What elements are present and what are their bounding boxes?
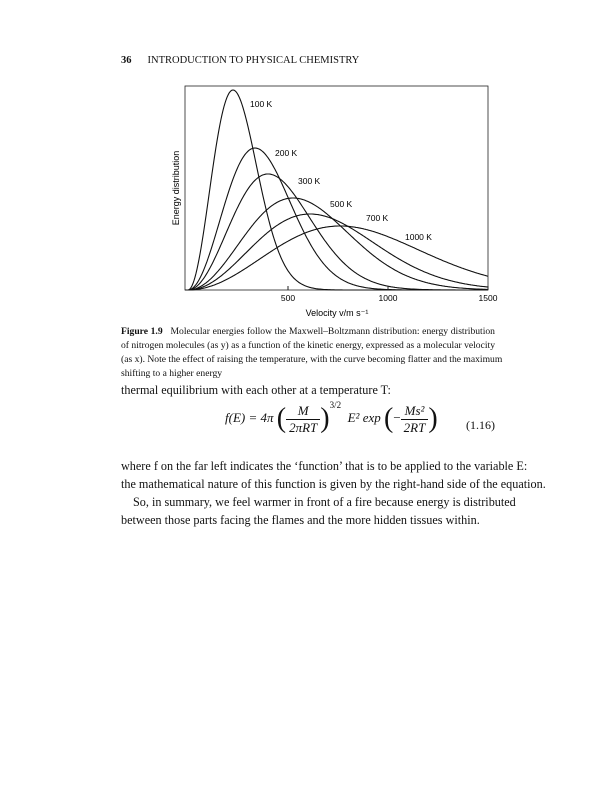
curve-700k xyxy=(185,214,488,290)
body-text xyxy=(121,457,546,529)
eq-lhs: f(E) = 4π xyxy=(225,410,274,425)
caption-line: (as x). Note the effect of raising the temperature, with the curve becoming flatter and the maximum xyxy=(121,354,503,365)
series-label: 1000 K xyxy=(405,232,432,242)
curve-1000k xyxy=(185,226,488,290)
eq-exponent: 3/2 xyxy=(329,400,342,410)
equation-number: (1.16) xyxy=(466,418,495,432)
caption-line: Molecular energies follow the Maxwell–Boltzmann distribution: energy distribution xyxy=(170,326,495,337)
x-tick-label: 500 xyxy=(280,293,296,303)
plot-frame xyxy=(185,86,488,290)
x-tick-label: 1000 xyxy=(378,293,398,303)
maxwell-boltzmann-chart xyxy=(0,0,615,320)
body-intro: thermal equilibrium with each other at a temperature T: xyxy=(121,383,391,397)
caption-label: Figure 1.9 xyxy=(121,326,163,337)
equation: f(E) = 4π ( $\frac{M}{\text{2πRT}}$ )$^{3/2}$ E² exp (− $\frac{\text{Ms²}}{2RT}$ ) xyxy=(225,400,438,435)
eq-mid: E² exp xyxy=(347,410,381,425)
body-line: the mathematical nature of this function is given by the right-hand side of the equation. xyxy=(121,477,546,491)
body-line: between those parts facing the flames and the more hidden tissues within. xyxy=(121,513,480,527)
series-label: 200 K xyxy=(275,148,298,158)
x-tick-label: 1500 xyxy=(478,293,498,303)
eq-num2: Ms² xyxy=(401,403,429,420)
running-title: INTRODUCTION TO PHYSICAL CHEMISTRY xyxy=(147,55,360,66)
eq-minus: − xyxy=(393,410,401,425)
body-line: So, in summary, we feel warmer in front of a fire because energy is distributed xyxy=(133,495,516,509)
series-label: 300 K xyxy=(298,176,321,186)
series-label: 500 K xyxy=(330,199,353,209)
series-label: 100 K xyxy=(250,99,273,109)
curve-300k xyxy=(185,174,488,290)
caption-line: shifting to a higher energy xyxy=(121,368,223,379)
page-number: 36 xyxy=(121,55,132,66)
x-axis-label: Velocity v/m s⁻¹ xyxy=(305,308,369,318)
y-axis-label: Energy distribution xyxy=(171,150,181,226)
figure-caption xyxy=(121,325,503,381)
eq-den2: 2RT xyxy=(403,419,426,435)
body-line: where f on the far left indicates the ‘function’ that is to be applied to the variable E: xyxy=(121,459,528,473)
caption-line: of nitrogen molecules (as y) as a function of the kinetic energy, expressed as a molecular velocity xyxy=(121,340,495,351)
eq-num1: M xyxy=(286,403,320,420)
eq-den1: 2πRT xyxy=(289,419,318,435)
curve-200k xyxy=(185,148,488,290)
series-label: 700 K xyxy=(366,213,389,223)
